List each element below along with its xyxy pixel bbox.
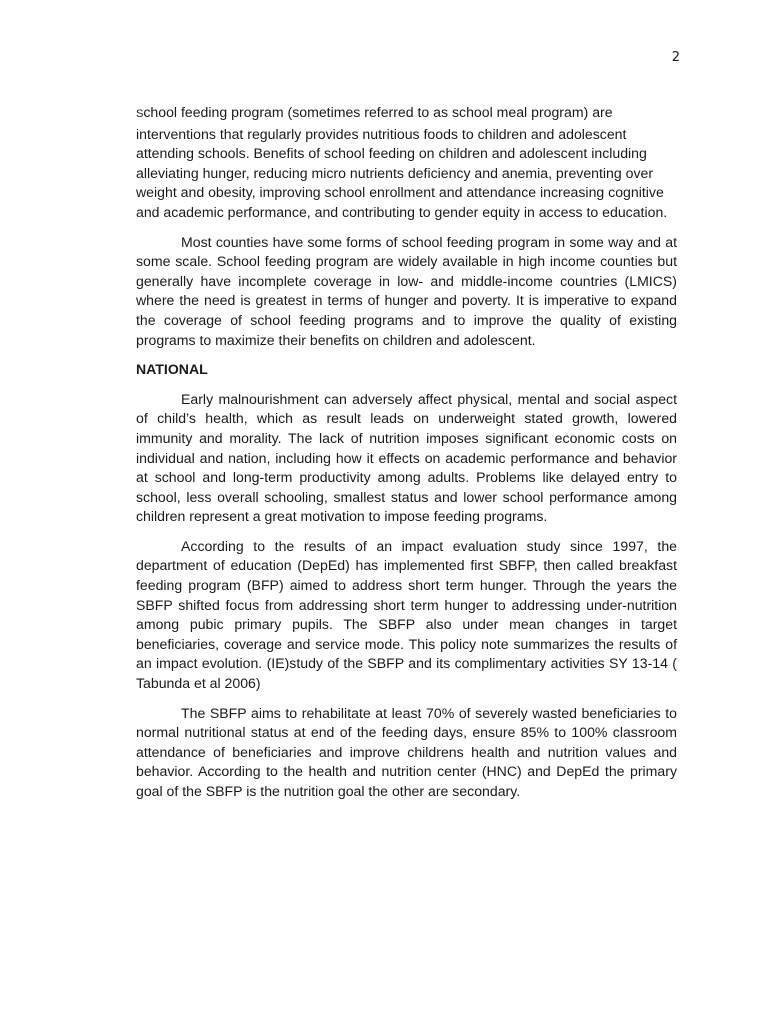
paragraph-impact-evaluation: According to the results of an impact evaluation study since 1997, the department of education (DepEd) has implemented first SBFP, then called breakfast feeding program (BFP) aimed to address short term hunger. Through the years the SBFP shifted focus from addressing short term hunger to addressing under-nutrition among pubic primary pupils. The SBFP also under mean changes in target beneficiaries, coverage and service mode. This policy note summarizes the results of an impact evolution. (IE)study of the SBFP and its complimentary activities SY 13-14 ( Tabunda et al 2006) — [136, 537, 677, 692]
paragraph-school-feeding-scale: Most counties have some forms of school feeding program in some way and at some scale. School feeding program are widely available in high income counties but generally have incomplete coverage in low- and middle-income countries (LMICS) where the need is greatest in terms of hunger and poverty. It is imperative to expand the coverage of school feeding programs and to improve the quality of existing programs to maximize their benefits on children and adolescent. — [136, 233, 677, 348]
paragraph-sbfp-aims: The SBFP aims to rehabilitate at least 70% of severely wasted beneficiaries to normal nutritional status at end of the feeding days, ensure 85% to 100% classroom attendance of beneficiaries and improve childrens health and nutrition values and behavior. According to the health and nutrition center (HNC) and DepEd the primary goal of the SBFP is the nutrition goal the other are secondary. — [136, 704, 677, 799]
paragraph-malnourishment: Early malnourishment can adversely affect physical, mental and social aspect of child’s health, which as result leads on underweight stated growth, lowered immunity and morality. The lack of nutrition imposes significant economic costs on individual and nation, including how it effects on academic performance and behavior at school and long-term productivity among adults. Problems like delayed entry to school, less overall schooling, smallest status and lower school performance among children represent a great motivation to impose feeding programs. — [136, 390, 677, 525]
document-body — [136, 103, 677, 812]
intro-paragraph — [136, 103, 677, 223]
intro-paragraph-text: chool feeding program (sometimes referred to as school meal program) are interventions that regularly provides nutritious foods to children and adolescent attending schools. Benefits of school feeding on children and adolescent including alleviating hunger, reducing micro nutrients deficiency and anemia, preventing over weight and obesity, improving school enrollment and attendance increasing cognitive and academic performance, and contributing to gender equity in access to education. — [136, 104, 668, 220]
intro-first-letter: S — [136, 108, 144, 120]
section-heading-national: NATIONAL — [136, 361, 208, 378]
page-number: 2 — [671, 50, 680, 65]
